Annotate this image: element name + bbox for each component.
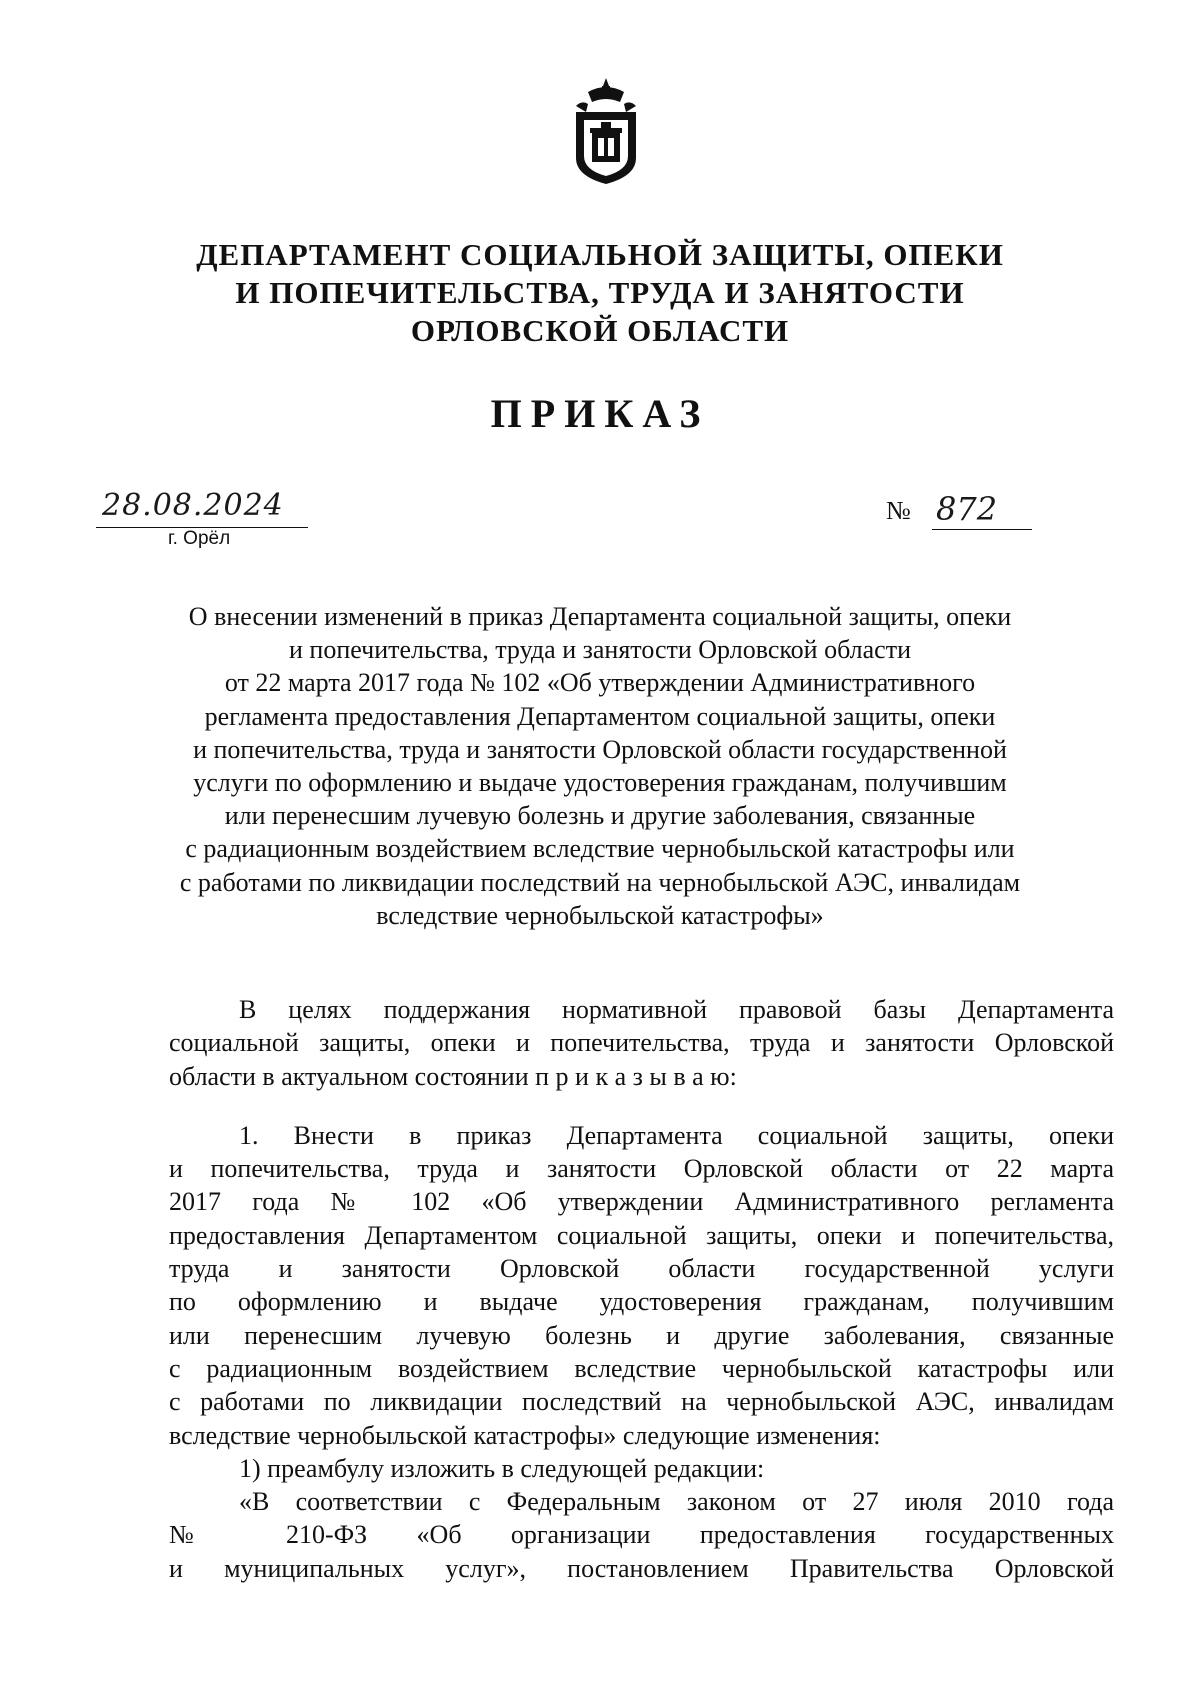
department-name — [150, 236, 1050, 350]
number-sign: № — [886, 496, 911, 525]
item-line: или перенесшим лучевую болезнь и другие заболевания, связанные — [169, 1320, 1114, 1350]
subject-line: от 22 марта 2017 года № 102 «Об утверждении Административного — [224, 668, 976, 698]
item-line: предоставления Департаментом социальной защиты, опеки и попечительства, — [169, 1220, 1114, 1250]
item-line: с радиационным воздействием вследствие чернобыльской катастрофы или — [169, 1353, 1114, 1383]
subitem-line: 1) преамбулу изложить в следующей редакции: — [239, 1453, 765, 1483]
order-number-block — [886, 490, 1036, 534]
quote-line: и муниципальных услуг», постановлением Правительства Орловской — [169, 1553, 1114, 1583]
handwritten-number: 872 — [936, 490, 998, 528]
subject-line: с работами по ликвидации последствий на чернобыльской АЭС, инвалидам — [179, 867, 1021, 897]
item-line: и попечительства, труда и занятости Орловской области от 22 марта — [169, 1154, 1114, 1184]
department-line: ДЕПАРТАМЕНТ СОЦИАЛЬНОЙ ЗАЩИТЫ, ОПЕКИ — [196, 237, 1004, 272]
item-line: 1. Внести в приказ Департамента социальной защиты, опеки — [239, 1120, 1114, 1150]
subject-line: вследствие чернобыльской катастрофы» — [376, 900, 824, 930]
item-line: с работами по ликвидации последствий на чернобыльской АЭС, инвалидам — [169, 1387, 1114, 1417]
subject-line: и попечительства, труда и занятости Орловской области государственной — [193, 734, 1007, 764]
subject-line: О внесении изменений в приказ Департамента социальной защиты, опеки — [188, 602, 1012, 631]
coat-of-arms-icon — [568, 76, 644, 186]
department-line: И ПОПЕЧИТЕЛЬСТВА, ТРУДА И ЗАНЯТОСТИ — [235, 275, 965, 310]
handwritten-date: 28.08.2024 — [102, 488, 284, 523]
item-line: 2017 года № 102 «Об утверждении Административного регламента — [169, 1187, 1114, 1217]
item-line: вследствие чернобыльской катастрофы» следующие изменения: — [169, 1420, 881, 1450]
subject-line: и попечительства, труда и занятости Орловской области — [289, 635, 911, 665]
department-line: ОРЛОВСКОЙ ОБЛАСТИ — [410, 313, 790, 348]
quote-line: № 210-ФЗ «Об организации предоставления государственных — [169, 1520, 1114, 1550]
subject-line: с радиационным воздействием вследствие чернобыльской катастрофы или — [185, 834, 1015, 864]
preamble-line: области в актуальном состоянии п р и к а з ы в а ю: — [169, 1061, 737, 1091]
quote-line: «В соответствии с Федеральным законом от 27 июля 2010 года — [239, 1487, 1114, 1517]
subject-line: регламента предоставления Департаментом социальной защиты, опеки — [204, 701, 996, 731]
preamble-line: В целях поддержания нормативной правовой базы Департамента — [239, 995, 1114, 1024]
document-type-title: ПРИКАЗ — [490, 391, 710, 436]
date-block — [96, 488, 308, 548]
item-line: труда и занятости Орловской области государственной услуги — [169, 1254, 1114, 1284]
order-subject — [140, 600, 1060, 932]
number-underline — [932, 529, 1032, 530]
city-label: г. Орёл — [168, 528, 231, 549]
item-line: по оформлению и выдаче удостоверения гражданам, получившим — [169, 1287, 1114, 1317]
subject-line: услуги по оформлению и выдаче удостоверения гражданам, получившим — [193, 768, 1007, 798]
order-body — [169, 993, 1114, 1585]
preamble-line: социальной защиты, опеки и попечительства, труда и занятости Орловской — [169, 1028, 1114, 1058]
subject-line: или перенесшим лучевую болезнь и другие заболевания, связанные — [224, 801, 976, 831]
